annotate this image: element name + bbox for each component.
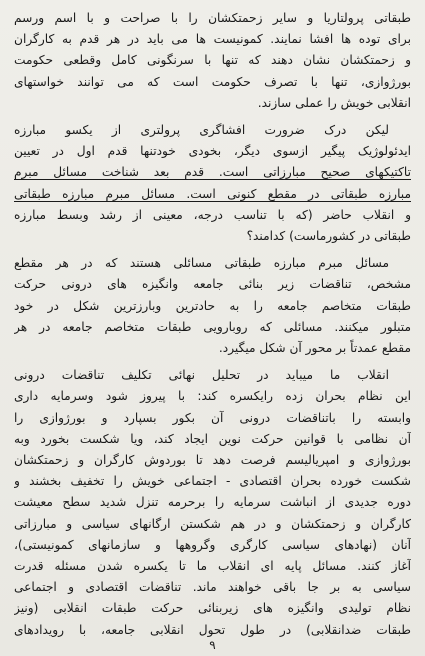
text-line: مسائل مبرم مبارزه طبقاتی مسائلی هستند که در هر مقطع: [14, 256, 389, 271]
text-line: و انقلاب حاضر (که با تناسب درجه، معینی از رشد وبسط مبارزه: [14, 207, 411, 222]
text-line: طبقات ضدانقلابی) در طول تحول انقلابی جامعه، با رویدادهای: [14, 622, 411, 637]
text-line: انقلابی خویش را عملی سازند.: [257, 95, 411, 110]
text-line: شکست خورده بحران اقتصادی - اجتماعی خویش را تخفیف بخشند و: [14, 474, 411, 489]
paragraph-2: [14, 120, 411, 247]
text-line: برای توده ها افشا نمایند. کمونیست ها می باید در هر قدم به کارگران: [14, 32, 411, 47]
page-number: ۹: [209, 638, 216, 652]
text-line: مبارزه طبقاتی در مقطع کنونی است. مسائل مبرم مبارزه طبقاتی: [14, 186, 411, 201]
text-line: مشخص، تناقضات زیر بنائی جامعه وانگیزه های درونی حرکت: [14, 277, 411, 292]
text-line: دوره جدیدی از انباشت سرمایه را برحرمه تنزل شدید سطح معیشت: [14, 495, 411, 510]
text-line: متبلور میکنند. مسائلی که روبارویی طبقات متخاصم جامعه در هر: [14, 319, 411, 334]
text-line: این نظام بحران زده رایکسره کند: با پیروز شود وسرمایه داری: [14, 389, 411, 404]
text-line: طبقاتی در کشورماست) کدامند؟: [246, 229, 411, 244]
text-line: سیاسی به بر جا باقی خواهند ماند. تناقضات اقتصادی و اجتماعی: [14, 580, 411, 595]
text-line: تاکتیکهای صحیح مبارزاتی است. قدم بعد شناخت مسائل مبرم: [14, 165, 411, 180]
paragraph-3: [14, 253, 411, 359]
text-line: بورژوازی و امپریالیسم فرصت دهد تا بوردوش کارگران و زحمتکشان: [14, 453, 411, 468]
text-line: آنان (نهادهای سیاسی کارگری وگروهها و سازمانهای کمونیستی)،: [14, 537, 411, 552]
text-line: و زحمتکشان نشان دهند که تنها با سرنگونی کامل وقطعی حکومت: [14, 53, 411, 68]
paragraph-4: [14, 365, 411, 641]
text-line: طبقاتی پرولتاریا و سایر زحمتکشان را با صراحت و با اسم ورسم: [14, 11, 411, 25]
text-line: لیکن درک ضرورت افشاگری پرولتری از یکسو مبارزه: [14, 123, 389, 138]
text-line: آغاز کنند. مسائل پایه ای انقلاب ما تا یکسره شدن مسئله قدرت: [14, 559, 411, 574]
text-line: انقلاب ما میباید در تحلیل نهائی تکلیف تناقضات درونی: [14, 368, 389, 383]
text-line: نظام تولیدی وانگیزه های زیربنائی حرکت طبقات انقلابی (ونیز: [14, 601, 411, 616]
text-line: طبقات متخاصم جامعه را به حادترین وبارزترین شکل در خود: [14, 298, 411, 313]
text-line: وابسته را باتناقضات درونی آن بکور بسپارد و بورژوازی را: [14, 410, 411, 425]
text-line: کارگران و زحمتکشان و در هم شکستن ارگانهای سیاسی و مبارزاتی: [14, 516, 411, 531]
text-line: آن نظامی با قوانین حرکت نوین ایجاد کند، ویا شکست بخورد وبه: [14, 431, 411, 446]
text-line: مقطع عمدتاً بر محور آن شکل میگیرد.: [218, 341, 411, 356]
text-line: ایدئولوژیک پیگیر ازسوی دیگر، بخودی خودتنها قدم اول در تعیین: [14, 144, 411, 159]
paragraph-1: [14, 8, 411, 114]
text-line: بورژوازی، تنها با تصرف حکومت است که می توانند خواستهای: [14, 74, 411, 89]
